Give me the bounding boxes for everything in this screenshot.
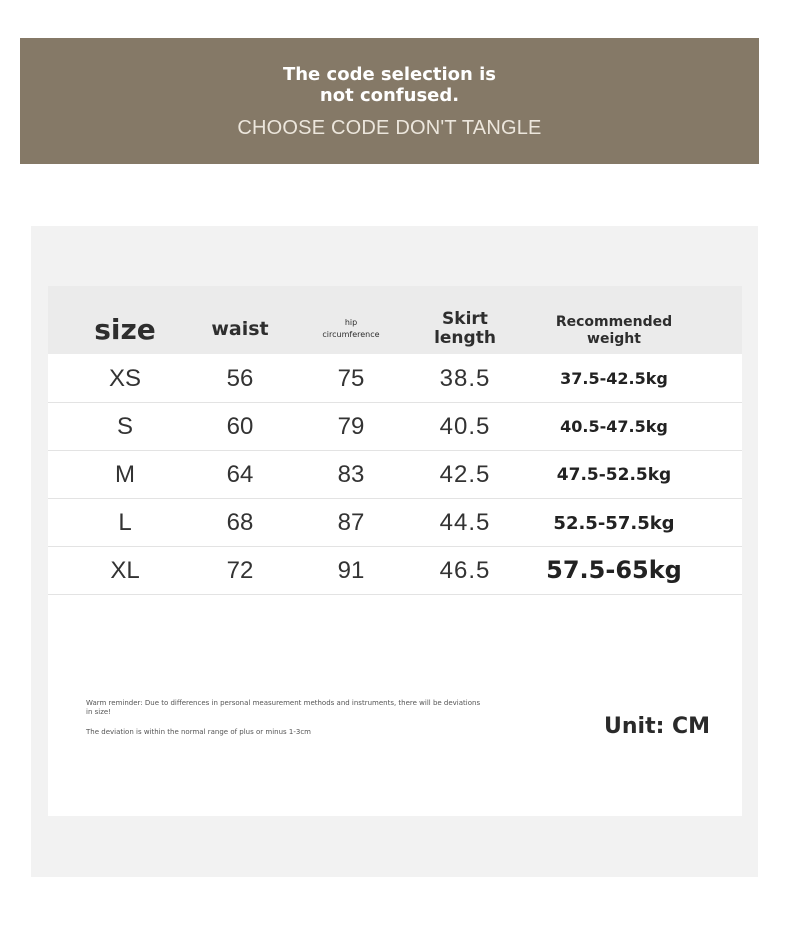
banner-title <box>20 64 759 106</box>
cell-size: S <box>116 413 133 440</box>
cell-size: M <box>115 461 135 488</box>
banner-title-line1: The code selection is <box>282 64 497 85</box>
cell-weight: 47.5-52.5kg <box>556 465 672 485</box>
header-weight-line2: weight <box>587 331 641 347</box>
cell-hip: 91 <box>337 557 365 584</box>
cell-skirt-length: 46.5 <box>439 557 491 584</box>
banner-subtitle: CHOOSE CODE DON'T TANGLE <box>237 117 542 139</box>
cell-size: XS <box>108 365 141 392</box>
cell-skirt-length: 40.5 <box>439 413 491 440</box>
header-banner <box>20 38 759 164</box>
header-recommended-weight <box>544 314 684 348</box>
cell-hip: 79 <box>337 413 365 440</box>
header-skirt-line1: Skirt <box>442 309 488 329</box>
cell-waist: 68 <box>226 509 254 536</box>
header-waist: waist <box>211 318 269 340</box>
cell-waist: 64 <box>226 461 254 488</box>
table-row <box>48 402 742 451</box>
unit-label: Unit: CM <box>604 714 711 739</box>
header-size: size <box>94 313 156 346</box>
cell-waist: 56 <box>226 365 254 392</box>
header-hip-line2: circumference <box>322 330 380 339</box>
cell-weight: 52.5-57.5kg <box>553 513 675 534</box>
table-row <box>48 498 742 547</box>
cell-size: L <box>118 509 132 536</box>
cell-hip: 87 <box>337 509 365 536</box>
cell-size: XL <box>110 557 140 584</box>
cell-weight: 37.5-42.5kg <box>560 369 668 388</box>
table-row <box>48 546 742 595</box>
header-skirt-line2: length <box>434 328 496 348</box>
header-hip <box>311 317 391 341</box>
cell-weight: 40.5-47.5kg <box>560 417 668 436</box>
cell-waist: 60 <box>226 413 254 440</box>
header-weight-line1: Recommended <box>555 314 673 330</box>
warm-reminder-note: Warm reminder: Due to differences in personal measurement methods and instruments, there will be deviations in size! <box>86 699 481 716</box>
cell-weight: 57.5-65kg <box>546 556 682 584</box>
size-chart-card <box>48 286 742 816</box>
table-header <box>48 286 742 354</box>
header-hip-line1: hip <box>344 318 358 327</box>
cell-hip: 83 <box>337 461 365 488</box>
cell-hip: 75 <box>337 365 365 392</box>
cell-skirt-length: 44.5 <box>439 509 491 536</box>
cell-skirt-length: 42.5 <box>439 461 491 488</box>
deviation-note: The deviation is within the normal range of plus or minus 1-3cm <box>86 728 311 736</box>
table-row <box>48 354 742 403</box>
banner-title-line2: not confused. <box>319 85 460 106</box>
table-row <box>48 450 742 499</box>
cell-skirt-length: 38.5 <box>439 365 491 392</box>
cell-waist: 72 <box>226 557 254 584</box>
header-skirt-length <box>420 310 510 348</box>
